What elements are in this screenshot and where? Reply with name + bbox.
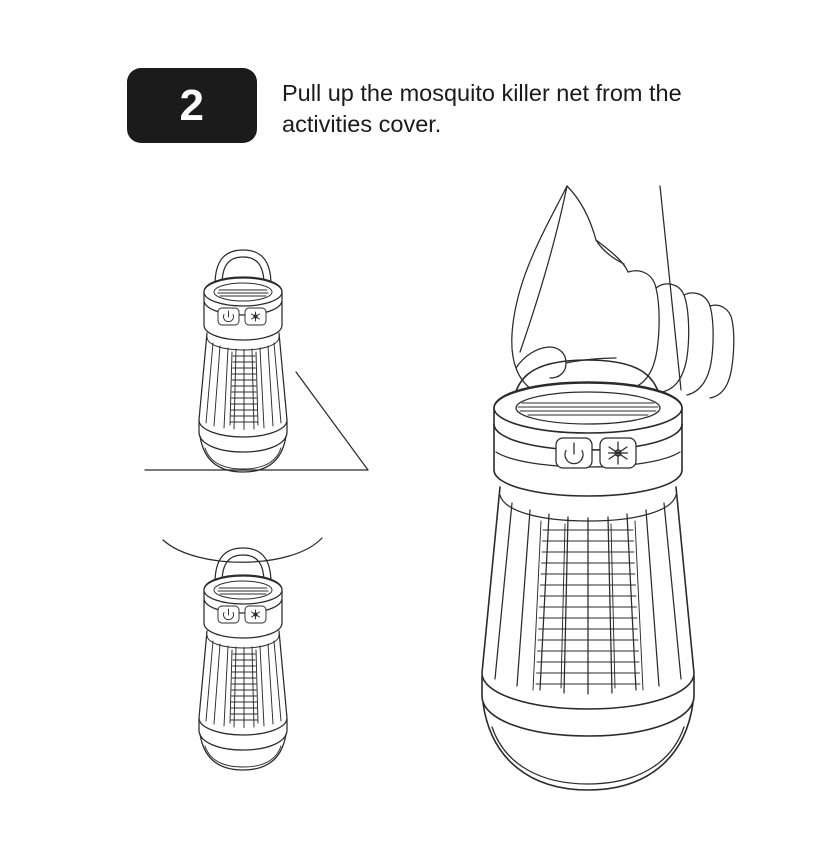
- step-instruction-text: Pull up the mosquito killer net from the activities cover.: [282, 80, 682, 138]
- figure-large-lamp-with-hand: [482, 186, 734, 790]
- figure-small-lamp-net-up: [163, 538, 322, 770]
- figure-small-lamp-closed: [199, 250, 287, 472]
- step-number: 2: [179, 80, 205, 130]
